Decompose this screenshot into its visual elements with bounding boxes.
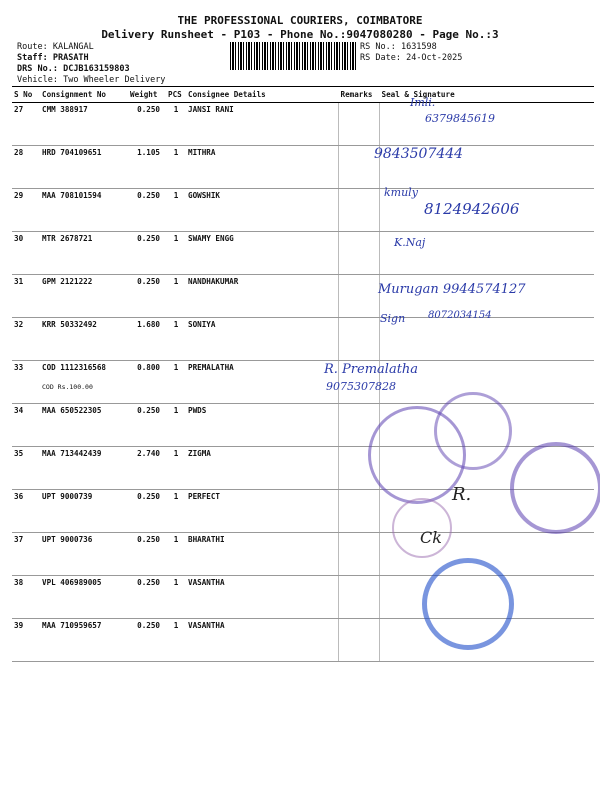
handwritten-phone-27: 6379845619: [425, 112, 495, 125]
row-consignment-no-text: UPT 9000739: [42, 492, 93, 501]
row-weight: [128, 275, 166, 318]
row-sno: [12, 533, 40, 576]
row-consignee: [186, 275, 339, 318]
row-weight-text: 2.740: [137, 449, 160, 458]
row-consignee: [186, 103, 339, 146]
row-remarks: [339, 619, 380, 662]
handwritten-phone-32: 8072034154: [428, 310, 492, 321]
row-consignment-no-text: MTR 2678721: [42, 234, 93, 243]
row-weight-text: 0.250: [137, 535, 160, 544]
row-seal-signature: [380, 318, 595, 361]
row-consignee-text: VASANTHA: [188, 621, 225, 630]
row-consignee-text: SWAMY ENGG: [188, 234, 234, 243]
row-sno-text: 36: [14, 492, 24, 501]
row-sno: [12, 232, 40, 275]
row-consignee-text: PREMALATHA: [188, 363, 234, 372]
row-sno-text: 32: [14, 320, 24, 329]
row-consignee-text: GOWSHIK: [188, 191, 221, 200]
row-consignee: [186, 361, 339, 404]
row-consignment-no-text: MAA 710959657: [42, 621, 102, 630]
row-consignment-no: [40, 619, 128, 662]
col-pcs: PCS: [166, 87, 186, 103]
row-weight-text: 0.250: [137, 105, 160, 114]
row-consignee-text: PWDS: [188, 406, 207, 415]
row-consignee: [186, 619, 339, 662]
company-seal-stamp-4: [392, 498, 452, 558]
drs-value: DCJB163159803: [63, 64, 130, 74]
row-remarks: [339, 103, 380, 146]
staff-value: PRASATH: [52, 53, 89, 63]
row-pcs: [166, 404, 186, 447]
row-consignment-no: [40, 232, 128, 275]
row-pcs-text: 1: [173, 535, 179, 544]
row-consignee: [186, 533, 339, 576]
row-sno-text: 29: [14, 191, 24, 200]
row-weight-text: 0.250: [137, 621, 160, 630]
col-remarks: Remarks: [339, 87, 380, 103]
row-consignee: [186, 318, 339, 361]
row-sno: [12, 361, 40, 404]
row-pcs-text: 1: [173, 363, 179, 372]
row-weight-text: 0.800: [137, 363, 160, 372]
row-consignment-no: [40, 189, 128, 232]
row-weight-text: 0.250: [137, 277, 160, 286]
row-remarks: [339, 318, 380, 361]
row-consignment-no-text: CMM 388917: [42, 105, 88, 114]
row-pcs: [166, 490, 186, 533]
row-pcs: [166, 619, 186, 662]
row-pcs-text: 1: [173, 191, 179, 200]
barcode: [230, 42, 356, 70]
rs-date-line: [360, 53, 462, 63]
row-weight: [128, 404, 166, 447]
row-pcs-text: 1: [173, 320, 179, 329]
table-row: [12, 490, 594, 533]
row-sno-text: 38: [14, 578, 24, 587]
row-cod-amount: COD Rs.100.00: [42, 383, 93, 391]
row-consignment-no-text: MAA 708101594: [42, 191, 102, 200]
handwritten-phone-31: Murugan 9944574127: [378, 282, 526, 297]
row-pcs: [166, 361, 186, 404]
signature-27: Imli.: [410, 96, 436, 109]
row-consignment-no-text: COD 1112316568: [42, 363, 107, 372]
row-weight-text: 0.250: [137, 578, 160, 587]
row-weight-text: 0.250: [137, 234, 160, 243]
row-sno: [12, 189, 40, 232]
table-header-row: [12, 87, 594, 103]
row-consignee: [186, 189, 339, 232]
row-sno-text: 27: [14, 105, 24, 114]
signature-37: Ck: [420, 528, 442, 547]
col-sno: S No: [12, 87, 40, 103]
handwritten-phone-28: 9843507444: [374, 146, 464, 162]
handwritten-name-33: R. Premalatha: [324, 362, 419, 377]
rs-no-line: [360, 42, 437, 52]
row-pcs-text: 1: [173, 148, 179, 157]
row-consignment-no-text: GPM 2121222: [42, 277, 93, 286]
row-sno: [12, 490, 40, 533]
row-consignee: [186, 146, 339, 189]
handwritten-phone-29: 8124942606: [424, 200, 520, 218]
col-seal: Seal & Signature: [380, 87, 595, 103]
row-weight: [128, 103, 166, 146]
row-consignment-no: [40, 361, 128, 404]
row-pcs-text: 1: [173, 105, 179, 114]
drs-line: [17, 64, 130, 74]
row-consignee: [186, 576, 339, 619]
row-sno-text: 35: [14, 449, 24, 458]
row-sno-text: 33: [14, 363, 24, 372]
row-weight-text: 0.250: [137, 191, 160, 200]
row-pcs-text: 1: [173, 449, 179, 458]
runsheet-subtitle: Delivery Runsheet - P103 - Phone No.:9047080280 - Page No.:3: [101, 28, 499, 41]
row-weight: [128, 189, 166, 232]
table-row: [12, 447, 594, 490]
staff-line: [17, 53, 89, 63]
table-row: [12, 146, 594, 189]
row-pcs: [166, 189, 186, 232]
row-pcs-text: 1: [173, 277, 179, 286]
row-pcs-text: 1: [173, 578, 179, 587]
runsheet-table: [12, 86, 594, 662]
runsheet-title: THE PROFESSIONAL COURIERS, COIMBATORE: [177, 14, 423, 27]
row-pcs: [166, 533, 186, 576]
row-weight-text: 1.680: [137, 320, 160, 329]
row-consignment-no: [40, 275, 128, 318]
col-consignment: Consignment No: [40, 87, 128, 103]
row-weight: [128, 361, 166, 404]
rs-no-value: 1631598: [400, 42, 437, 52]
row-consignment-no: [40, 146, 128, 189]
row-sno: [12, 146, 40, 189]
row-consignment-no-text: KRR 50332492: [42, 320, 97, 329]
row-consignee: [186, 232, 339, 275]
rs-no-label: RS No.:: [360, 42, 396, 52]
row-pcs-text: 1: [173, 621, 179, 630]
row-sno: [12, 318, 40, 361]
route-value: KALANGAL: [52, 42, 94, 52]
rs-date-label: RS Date:: [360, 53, 401, 63]
row-pcs: [166, 146, 186, 189]
vehicle-label: Vehicle:: [17, 75, 58, 85]
row-consignment-no: [40, 103, 128, 146]
row-weight-text: 1.105: [137, 148, 160, 157]
row-consignee-text: ZIGMA: [188, 449, 211, 458]
row-consignee-text: NANDHAKUMAR: [188, 277, 239, 286]
row-sno: [12, 447, 40, 490]
rs-date-value: 24-Oct-2025: [406, 53, 463, 63]
row-remarks: [339, 533, 380, 576]
table-row: [12, 232, 594, 275]
row-consignment-no: [40, 404, 128, 447]
row-consignment-no: [40, 490, 128, 533]
row-pcs-text: 1: [173, 492, 179, 501]
row-consignment-no: [40, 576, 128, 619]
company-seal-stamp-3: [510, 442, 600, 534]
row-pcs: [166, 103, 186, 146]
vehicle-line: [17, 75, 165, 85]
row-sno-text: 34: [14, 406, 24, 415]
drs-label: DRS No.:: [17, 64, 58, 74]
signature-32: Sign: [380, 312, 406, 325]
row-pcs: [166, 576, 186, 619]
row-consignee: [186, 490, 339, 533]
row-sno: [12, 404, 40, 447]
row-consignment-no-text: MAA 650522305: [42, 406, 102, 415]
company-seal-stamp-2: [434, 392, 512, 470]
row-consignee: [186, 404, 339, 447]
row-pcs-text: 1: [173, 234, 179, 243]
row-consignment-no: [40, 447, 128, 490]
row-consignment-no: [40, 318, 128, 361]
row-sno-text: 37: [14, 535, 24, 544]
row-consignment-no-text: VPL 406989005: [42, 578, 102, 587]
row-weight: [128, 318, 166, 361]
table-row: [12, 361, 594, 404]
route-label: Route:: [17, 42, 48, 52]
row-consignee-text: VASANTHA: [188, 578, 225, 587]
row-consignee: [186, 447, 339, 490]
row-consignment-no: [40, 533, 128, 576]
row-pcs-text: 1: [173, 406, 179, 415]
row-pcs: [166, 275, 186, 318]
signature-29: kmuly: [384, 186, 418, 199]
company-seal-stamp-5: [422, 558, 514, 650]
row-consignment-no-text: UPT 9000736: [42, 535, 93, 544]
row-remarks: [339, 576, 380, 619]
row-consignee-text: JANSI RANI: [188, 105, 234, 114]
row-sno: [12, 576, 40, 619]
row-weight: [128, 533, 166, 576]
col-weight: Weight: [128, 87, 166, 103]
row-weight: [128, 232, 166, 275]
row-sno: [12, 275, 40, 318]
row-pcs: [166, 447, 186, 490]
staff-label: Staff:: [17, 53, 48, 63]
row-weight: [128, 576, 166, 619]
row-sno-text: 28: [14, 148, 24, 157]
row-weight: [128, 619, 166, 662]
row-pcs: [166, 232, 186, 275]
col-consignee: Consignee Details: [186, 87, 339, 103]
row-sno-text: 30: [14, 234, 24, 243]
table-row: [12, 103, 594, 146]
row-consignee-text: BHARATHI: [188, 535, 225, 544]
row-weight-text: 0.250: [137, 406, 160, 415]
row-remarks: [339, 490, 380, 533]
handwritten-name-30: K.Naj: [394, 236, 426, 249]
row-weight: [128, 490, 166, 533]
row-weight: [128, 447, 166, 490]
row-remarks: [339, 232, 380, 275]
vehicle-value: Two Wheeler Delivery: [63, 75, 166, 85]
row-consignment-no-text: HRD 704109651: [42, 148, 102, 157]
row-sno: [12, 103, 40, 146]
row-remarks: [339, 189, 380, 232]
signature-36: R.: [452, 484, 472, 505]
row-sno-text: 39: [14, 621, 24, 630]
row-consignee-text: PERFECT: [188, 492, 221, 501]
route-line: [17, 42, 94, 52]
row-sno-text: 31: [14, 277, 24, 286]
row-consignee-text: SONIYA: [188, 320, 216, 329]
handwritten-phone-33: 9075307828: [326, 380, 396, 393]
row-consignment-no-text: MAA 713442439: [42, 449, 102, 458]
row-weight: [128, 146, 166, 189]
row-sno: [12, 619, 40, 662]
row-consignee-text: MITHRA: [188, 148, 216, 157]
row-weight-text: 0.250: [137, 492, 160, 501]
row-remarks: [339, 275, 380, 318]
row-pcs: [166, 318, 186, 361]
table-row: [12, 318, 594, 361]
table-row: [12, 533, 594, 576]
